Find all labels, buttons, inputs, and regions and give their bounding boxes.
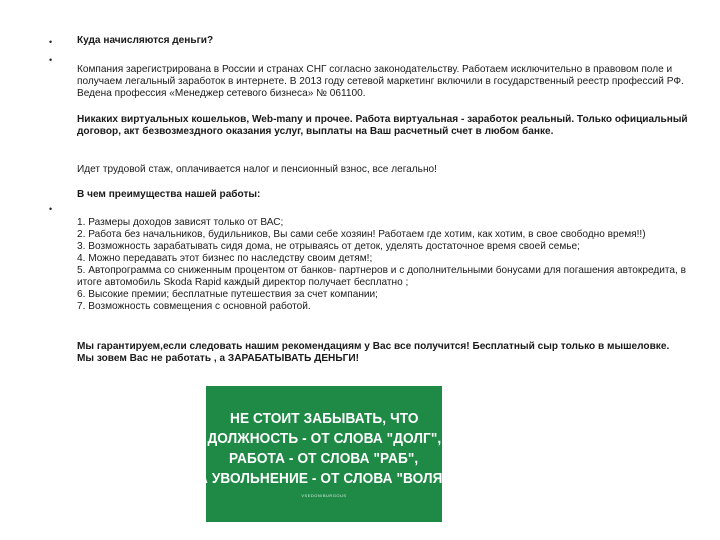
no-wallets-paragraph: Никаких виртуальных кошельков, Web-many и прочее. Работа виртуальная - заработок реальный. Только официальный договор, акт безвозмездного оказания услуг, выплаты на Ваш расчетный счет в любом банке. <box>77 114 688 137</box>
bullet: • <box>49 204 53 214</box>
company-paragraph: Компания зарегистрирована в России и странах СНГ согласно законодательству. Работаем исключительно в правовом поле и получаем легальный заработок в интернете. В 2013 году сетевой маркетинг включили в государственный реестр профессий РФ. Ведена профессия «Менеджер сетевого бизнеса» № 061100. <box>77 64 684 99</box>
banner-line: НЕ СТОИТ ЗАБЫВАТЬ, ЧТО <box>229 411 419 427</box>
list-item: 3. Возможность зарабатывать сидя дома, не отрываясь от деток, уделять достаточное время своей семье; <box>77 241 580 252</box>
banner-site-caption: VSEDONIBURGOUS <box>301 493 347 498</box>
advantages-heading: В чем преимущества нашей работы: <box>77 189 261 200</box>
list-item: 1. Размеры доходов зависят только от ВАС; <box>77 217 284 228</box>
list-item: 7. Возможность совмещения с основной работой. <box>77 301 311 312</box>
bullet: • <box>49 37 53 47</box>
banner-line: ДОЛЖНОСТЬ - ОТ СЛОВА "ДОЛГ", <box>207 431 441 447</box>
list-item: 5. Автопрограмма со сниженным процентом от банков- партнеров и с дополнительными бонусами для погашения автокредита, в итоге автомобиль Skoda Rapid каждый директор получает бесплатно ; <box>77 265 686 288</box>
list-item: 2. Работа без начальников, будильников, Вы сами себе хозяин! Работаем где хотим, как хотим, в свое свободно время!!) <box>77 229 646 240</box>
advantages-list <box>77 217 689 313</box>
legal-line: Идет трудовой стаж, оплачивается налог и пенсионный взнос, все легально! <box>77 164 437 175</box>
guarantee-paragraph: Мы гарантируем,если следовать нашим рекомендациям у Вас все получится! Бесплатный сыр только в мышеловке. Мы зовем Вас не работать , а ЗАРАБАТЫВАТЬ ДЕНЬГИ! <box>77 341 670 364</box>
banner-line: РАБОТА - ОТ СЛОВА "РАБ", <box>229 451 419 467</box>
bullet: • <box>49 55 53 65</box>
banner-line: А УВОЛЬНЕНИЕ - ОТ СЛОВА "ВОЛЯ" <box>198 471 450 487</box>
list-item: 4. Можно передавать этот бизнес по наследству своим детям!; <box>77 253 373 264</box>
section-heading-money: Куда начисляются деньги? <box>77 35 214 46</box>
list-item: 6. Высокие премии; бесплатные путешествия за счет компании; <box>77 289 378 300</box>
quote-banner <box>198 386 450 522</box>
